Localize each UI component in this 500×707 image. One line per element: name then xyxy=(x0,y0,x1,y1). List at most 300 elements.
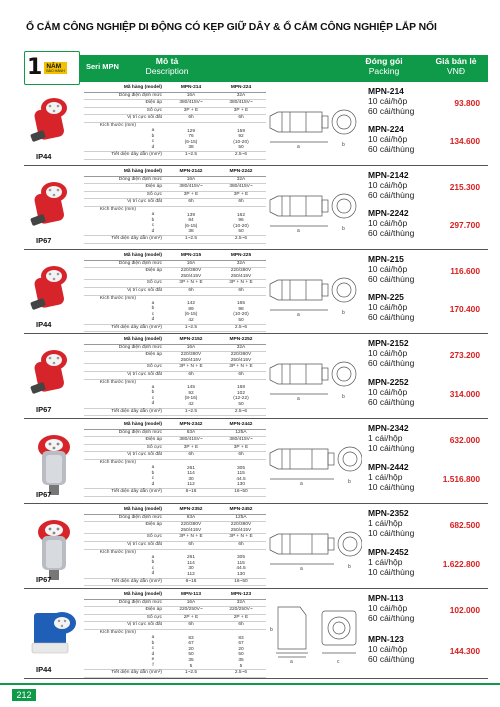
footer-bar xyxy=(0,683,500,685)
dim-value: 168 xyxy=(236,385,245,391)
spec-label-poles: Số cực xyxy=(84,444,166,452)
spec-label-poles: Số cực xyxy=(84,614,166,622)
packing-code: MPN-2352 xyxy=(368,508,409,518)
dim-value: 83 xyxy=(188,635,194,641)
voltage-value: 250/415V xyxy=(230,273,252,279)
model-code: MPN-2252 xyxy=(216,337,266,344)
spec-label-current: Dòng điện định mức xyxy=(84,344,166,352)
poles-value: 3P + N + E xyxy=(166,280,216,288)
wire-value: 1~2.5 xyxy=(166,324,216,332)
poles-value: 3P + N + E xyxy=(216,534,266,542)
dim-key: c xyxy=(151,476,155,482)
product-photo xyxy=(26,92,76,157)
packing-info xyxy=(368,292,414,323)
voltage-value: 220/250V~ xyxy=(229,607,253,613)
price: 170.400 xyxy=(449,304,480,314)
dim-value: 67 xyxy=(188,641,194,647)
spec-label-dims: Kích thước (mm) xyxy=(99,295,136,301)
packing-code: MPN-215 xyxy=(368,254,404,264)
price: 116.600 xyxy=(450,266,480,276)
svg-text:a: a xyxy=(297,144,300,150)
dim-value: 50 xyxy=(238,652,244,658)
dim-key: c xyxy=(151,565,155,571)
spec-label-earth: Vị trí cực nối đất xyxy=(84,541,166,549)
model-code: MPN-2352 xyxy=(166,507,216,514)
product-photo xyxy=(26,599,80,666)
voltage-value: 380/415V~ xyxy=(229,184,253,190)
voltage-value: 250/415V xyxy=(180,273,202,279)
dim-key: d xyxy=(151,571,155,577)
spec-label-dims: Kích thước (mm) xyxy=(99,629,136,635)
spec-label-poles: Số cực xyxy=(84,191,166,199)
packing-info xyxy=(368,634,414,665)
dim-key: c xyxy=(151,223,155,229)
price: 1.516.800 xyxy=(442,474,480,484)
spec-label-current: Dòng điện định mức xyxy=(84,429,166,437)
spec-label-current: Dòng điện định mức xyxy=(84,92,166,100)
dim-value: 115 xyxy=(237,560,245,566)
dim-value: (10-20) xyxy=(233,312,249,318)
dim-value: 83 xyxy=(238,635,244,641)
spec-label-voltage: Điện áp xyxy=(84,268,166,280)
voltage-value: 250/415V xyxy=(180,527,202,533)
dim-key: a xyxy=(151,211,155,217)
voltage-value: 220/380V xyxy=(230,352,252,358)
packing-info xyxy=(368,377,414,408)
header-price: Giá bán lẻ VNĐ xyxy=(435,56,477,76)
model-code: MPN-2142 xyxy=(166,169,216,176)
packing-box: 10 cái/hộp xyxy=(368,180,408,191)
dim-value: 35 xyxy=(188,657,194,663)
page-number: 212 xyxy=(12,689,36,701)
dim-key: d xyxy=(151,481,155,487)
table-header xyxy=(24,55,488,82)
product-section xyxy=(24,166,488,250)
earth-value: 6h xyxy=(166,452,216,460)
dim-value: 30 xyxy=(188,566,194,572)
spec-label-dims: Kích thước (mm) xyxy=(99,379,136,385)
dim-value: 50 xyxy=(238,317,244,323)
price: 93.800 xyxy=(454,98,480,108)
dim-value: 50 xyxy=(238,229,244,235)
model-code: MPN-225 xyxy=(216,253,266,260)
dim-value: 84 xyxy=(188,218,194,224)
spec-label-dims: Kích thước (mm) xyxy=(99,122,136,128)
packing-code: MPN-113 xyxy=(368,593,404,603)
dim-value: 89 xyxy=(188,306,194,312)
dim-value: 35 xyxy=(238,657,244,663)
wire-value: 16~50 xyxy=(216,488,266,496)
spec-label-current: Dòng điện định mức xyxy=(84,599,166,607)
spec-table xyxy=(84,507,266,586)
dim-key: a xyxy=(151,554,155,560)
spec-label-voltage: Điện áp xyxy=(84,437,166,445)
dim-key: b xyxy=(151,560,155,566)
dim-key: b xyxy=(151,390,155,396)
header-packing: Đóng gói Packing xyxy=(365,56,403,76)
dim-value: 162 xyxy=(236,212,245,218)
current-value: 16A xyxy=(166,92,216,100)
model-code: MPN-2242 xyxy=(216,169,266,176)
dim-value: 112 xyxy=(187,571,195,577)
dim-key: d xyxy=(151,144,155,150)
ip-rating: IP67 xyxy=(36,575,52,584)
dim-key: b xyxy=(151,640,155,646)
dim-value: 305 xyxy=(236,555,245,561)
price: 102.000 xyxy=(449,605,480,615)
dim-value: 98 xyxy=(238,306,244,312)
spec-table xyxy=(84,85,266,160)
product-photo xyxy=(26,429,82,504)
current-value: 63A xyxy=(166,429,216,437)
packing-info xyxy=(368,170,414,201)
packing-info xyxy=(368,423,414,454)
model-code: MPN-2452 xyxy=(216,507,266,514)
warranty-label: NĂM BẢO HÀNH xyxy=(46,62,65,73)
spec-label-wire: Tiết diện dây dẫn (mm²) xyxy=(84,324,166,332)
dim-value: 114 xyxy=(187,471,195,477)
page-title: Ổ CẮM CÔNG NGHIỆP DI ĐỘNG CÓ KẸP GIỮ DÂY & Ổ CẮM CÔNG NGHIỆP LẮP NỐI xyxy=(26,22,437,33)
packing-info xyxy=(368,124,414,155)
price: 682.500 xyxy=(449,520,480,530)
voltage-value: 220/380V xyxy=(180,352,202,358)
voltage-value: 380/415V~ xyxy=(179,437,203,443)
dim-value: 76 xyxy=(188,134,194,140)
voltage-value: 220/380V xyxy=(180,522,202,528)
product-section xyxy=(24,334,488,419)
dim-value: 114 xyxy=(187,560,195,566)
dim-value: 30 xyxy=(188,476,194,482)
technical-drawing xyxy=(266,342,362,413)
svg-text:a: a xyxy=(290,659,293,665)
wire-value: 16~50 xyxy=(216,578,266,586)
current-value: 63A xyxy=(166,514,216,522)
packing-carton: 10 cái/thùng xyxy=(368,482,415,493)
spec-label-model: Mã hàng (model) xyxy=(84,422,166,429)
packing-code: MPN-225 xyxy=(368,292,404,302)
technical-drawing xyxy=(266,90,362,161)
model-code: MPN-113 xyxy=(166,592,216,599)
spec-label-current: Dòng điện định mức xyxy=(84,176,166,184)
spec-label-voltage: Điện áp xyxy=(84,607,166,615)
model-code: MPN-123 xyxy=(216,592,266,599)
dim-key: d xyxy=(151,401,155,407)
earth-value: 6h xyxy=(216,622,266,630)
spec-label-wire: Tiết diện dây dẫn (mm²) xyxy=(84,488,166,496)
spec-label-earth: Vị trí cực nối đất xyxy=(84,622,166,630)
dim-key: a xyxy=(151,384,155,390)
svg-text:a: a xyxy=(300,566,303,572)
packing-carton: 10 cái/thùng xyxy=(368,528,415,539)
dim-value: (6-15) xyxy=(184,223,198,229)
dim-value: 145 xyxy=(186,385,195,391)
dim-key: d xyxy=(151,228,155,234)
earth-value: 6h xyxy=(216,199,266,207)
current-value: 32A xyxy=(216,92,266,100)
spec-label-poles: Số cực xyxy=(84,534,166,542)
current-value: 125A xyxy=(216,514,266,522)
dim-key: d xyxy=(151,317,155,323)
spec-label-earth: Vị trí cực nối đất xyxy=(84,371,166,379)
wire-value: 1~2.5 xyxy=(166,408,216,416)
dim-value: 44.5 xyxy=(236,566,246,572)
spec-label-dims: Kích thước (mm) xyxy=(99,549,136,555)
spec-label-wire: Tiết diện dây dẫn (mm²) xyxy=(84,235,166,243)
poles-value: 3P + E xyxy=(166,444,216,452)
earth-value: 6h xyxy=(166,371,216,379)
warranty-years: 1 xyxy=(27,55,43,80)
svg-text:a: a xyxy=(297,228,300,234)
wire-value: 6~16 xyxy=(166,488,216,496)
svg-text:a: a xyxy=(297,396,300,402)
current-value: 32A xyxy=(216,599,266,607)
poles-value: 3P + E xyxy=(216,107,266,115)
dim-value: 67 xyxy=(238,641,244,647)
svg-text:b: b xyxy=(348,479,351,485)
dim-value: 42 xyxy=(188,317,194,323)
wire-value: 1~2.5 xyxy=(166,235,216,243)
packing-carton: 60 cái/thùng xyxy=(368,144,415,155)
packing-box: 1 cái/hộp xyxy=(368,557,403,568)
earth-value: 6h xyxy=(216,371,266,379)
price: 215.300 xyxy=(449,182,480,192)
current-value: 125A xyxy=(216,429,266,437)
voltage-value: 380/415V~ xyxy=(179,184,203,190)
packing-code: MPN-2242 xyxy=(368,208,409,218)
dim-value: 305 xyxy=(236,465,245,471)
dim-value: 142 xyxy=(186,301,195,307)
poles-value: 3P + E xyxy=(216,191,266,199)
dim-value: 5 xyxy=(239,663,243,669)
earth-value: 6h xyxy=(216,452,266,460)
dim-value: 50 xyxy=(238,401,244,407)
technical-drawing xyxy=(266,597,362,674)
spec-label-earth: Vị trí cực nối đất xyxy=(84,452,166,460)
poles-value: 3P + E xyxy=(166,191,216,199)
product-section xyxy=(24,82,488,166)
dim-value: (6-15) xyxy=(184,312,198,318)
packing-carton: 60 cái/thùng xyxy=(368,106,415,117)
voltage-value: 250/415V xyxy=(230,527,252,533)
dim-value: 38 xyxy=(188,145,194,151)
packing-code: MPN-2142 xyxy=(368,170,409,180)
spec-label-earth: Vị trí cực nối đất xyxy=(84,115,166,123)
packing-carton: 60 cái/thùng xyxy=(368,613,415,624)
dim-value: (6-15) xyxy=(184,139,198,145)
dim-value: (10-20) xyxy=(233,223,249,229)
dim-value: 42 xyxy=(188,401,194,407)
dim-value: 92 xyxy=(238,134,244,140)
poles-value: 3P + N + E xyxy=(166,534,216,542)
packing-box: 10 cái/hộp xyxy=(368,302,408,313)
spec-label-wire: Tiết diện dây dẫn (mm²) xyxy=(84,151,166,159)
packing-info xyxy=(368,547,414,578)
model-code: MPN-215 xyxy=(166,253,216,260)
packing-box: 10 cái/hộp xyxy=(368,644,408,655)
packing-box: 10 cái/hộp xyxy=(368,348,408,359)
packing-carton: 60 cái/thùng xyxy=(368,654,415,665)
svg-text:b: b xyxy=(342,142,345,148)
svg-text:b: b xyxy=(270,627,273,633)
spec-label-model: Mã hàng (model) xyxy=(84,337,166,344)
packing-box: 1 cái/hộp xyxy=(368,433,403,444)
earth-value: 6h xyxy=(166,622,216,630)
packing-carton: 60 cái/thùng xyxy=(368,358,415,369)
packing-box: 10 cái/hộp xyxy=(368,387,408,398)
dim-value: 130 xyxy=(236,571,245,577)
wire-value: 2.5~6 xyxy=(216,235,266,243)
ip-rating: IP67 xyxy=(36,236,52,245)
price: 1.622.800 xyxy=(442,559,480,569)
packing-code: MPN-224 xyxy=(368,124,404,134)
model-code: MPN-224 xyxy=(216,85,266,92)
spec-label-voltage: Điện áp xyxy=(84,100,166,108)
spec-label-wire: Tiết diện dây dẫn (mm²) xyxy=(84,578,166,586)
dim-key: b xyxy=(151,133,155,139)
voltage-value: 380/415V~ xyxy=(229,100,253,106)
earth-value: 6h xyxy=(166,199,216,207)
dim-key: d xyxy=(151,651,155,657)
dim-key: c xyxy=(151,646,155,652)
wire-value: 2.5~6 xyxy=(216,408,266,416)
dim-value: 50 xyxy=(188,652,194,658)
spec-label-model: Mã hàng (model) xyxy=(84,592,166,599)
price: 134.600 xyxy=(449,136,480,146)
dim-value: 261 xyxy=(186,465,195,471)
dim-value: 165 xyxy=(236,301,245,307)
packing-code: MPN-2442 xyxy=(368,462,409,472)
packing-info xyxy=(368,208,414,239)
product-section xyxy=(24,504,488,589)
spec-label-wire: Tiết diện dây dẫn (mm²) xyxy=(84,408,166,416)
dim-value: 139 xyxy=(186,212,195,218)
ip-rating: IP67 xyxy=(36,405,52,414)
dim-key: c xyxy=(151,311,155,317)
current-value: 16A xyxy=(166,260,216,268)
product-photo xyxy=(26,176,76,241)
dim-value: 5 xyxy=(189,663,193,669)
dim-value: 261 xyxy=(186,555,195,561)
voltage-value: 220/380V xyxy=(230,268,252,274)
ip-rating: IP67 xyxy=(36,490,52,499)
packing-info xyxy=(368,86,414,117)
wire-value: 6~16 xyxy=(166,578,216,586)
packing-code: MPN-2342 xyxy=(368,423,409,433)
packing-code: MPN-2152 xyxy=(368,338,409,348)
product-photo xyxy=(26,344,76,409)
earth-value: 6h xyxy=(166,287,216,295)
spec-label-current: Dòng điện định mức xyxy=(84,514,166,522)
dim-value: 20 xyxy=(188,646,194,652)
product-section xyxy=(24,589,488,679)
product-photo xyxy=(26,260,76,325)
model-code: MPN-214 xyxy=(166,85,216,92)
ip-rating: IP44 xyxy=(36,152,52,161)
price: 144.300 xyxy=(449,646,480,656)
svg-text:b: b xyxy=(348,564,351,570)
packing-info xyxy=(368,254,414,285)
model-code: MPN-2342 xyxy=(166,422,216,429)
dim-value: 44.5 xyxy=(236,476,246,482)
spec-table xyxy=(84,592,266,678)
dim-key: c xyxy=(151,395,155,401)
svg-text:a: a xyxy=(297,312,300,318)
current-value: 16A xyxy=(166,344,216,352)
earth-value: 6h xyxy=(216,541,266,549)
spec-label-wire: Tiết diện dây dẫn (mm²) xyxy=(84,670,166,678)
earth-value: 6h xyxy=(166,541,216,549)
dim-value: 102 xyxy=(236,390,245,396)
spec-table xyxy=(84,253,266,332)
dim-key: b xyxy=(151,306,155,312)
voltage-value: 380/415V~ xyxy=(179,100,203,106)
svg-text:c: c xyxy=(337,659,340,665)
packing-code: MPN-214 xyxy=(368,86,404,96)
spec-label-dims: Kích thước (mm) xyxy=(99,459,136,465)
current-value: 32A xyxy=(216,176,266,184)
dim-value: 115 xyxy=(237,471,245,477)
dim-value: 38 xyxy=(188,229,194,235)
dim-value: (8-16) xyxy=(184,396,198,402)
packing-carton: 60 cái/thùng xyxy=(368,274,415,285)
spec-label-poles: Số cực xyxy=(84,364,166,372)
warranty-badge xyxy=(24,51,80,85)
svg-text:b: b xyxy=(342,394,345,400)
spec-label-model: Mã hàng (model) xyxy=(84,253,166,260)
voltage-value: 250/415V xyxy=(230,357,252,363)
dim-key: a xyxy=(151,464,155,470)
earth-value: 6h xyxy=(166,115,216,123)
wire-value: 2.5~6 xyxy=(216,151,266,159)
packing-carton: 60 cái/thùng xyxy=(368,312,415,323)
spec-label-voltage: Điện áp xyxy=(84,352,166,364)
product-section xyxy=(24,250,488,334)
poles-value: 3P + N + E xyxy=(166,364,216,372)
dim-value: 159 xyxy=(236,128,245,134)
dim-key: b xyxy=(151,217,155,223)
model-code: MPN-2152 xyxy=(166,337,216,344)
dim-value: (10-20) xyxy=(233,139,249,145)
poles-value: 2P + E xyxy=(166,614,216,622)
dim-key: b xyxy=(151,470,155,476)
poles-value: 3P + E xyxy=(216,444,266,452)
dim-value: 112 xyxy=(187,482,195,488)
price: 273.200 xyxy=(449,350,480,360)
spec-label-voltage: Điện áp xyxy=(84,522,166,534)
earth-value: 6h xyxy=(216,115,266,123)
dim-key: f xyxy=(152,662,154,668)
spec-label-dims: Kích thước (mm) xyxy=(99,206,136,212)
ip-rating: IP44 xyxy=(36,665,52,674)
header-description: Mô tả Description xyxy=(145,56,189,76)
spec-table xyxy=(84,337,266,416)
dim-key: a xyxy=(151,300,155,306)
poles-value: 2P + E xyxy=(216,614,266,622)
price: 632.000 xyxy=(449,435,480,445)
spec-label-voltage: Điện áp xyxy=(84,184,166,192)
poles-value: 3P + N + E xyxy=(216,364,266,372)
wire-value: 1~2.5 xyxy=(166,151,216,159)
spec-table xyxy=(84,422,266,497)
technical-drawing xyxy=(266,512,362,583)
dim-value: (12-22) xyxy=(233,396,249,402)
current-value: 32A xyxy=(216,344,266,352)
series-label: Seri MPN xyxy=(86,62,119,71)
dim-key: a xyxy=(151,634,155,640)
technical-drawing xyxy=(266,427,362,498)
packing-box: 10 cái/hộp xyxy=(368,603,408,614)
poles-value: 3P + E xyxy=(166,107,216,115)
